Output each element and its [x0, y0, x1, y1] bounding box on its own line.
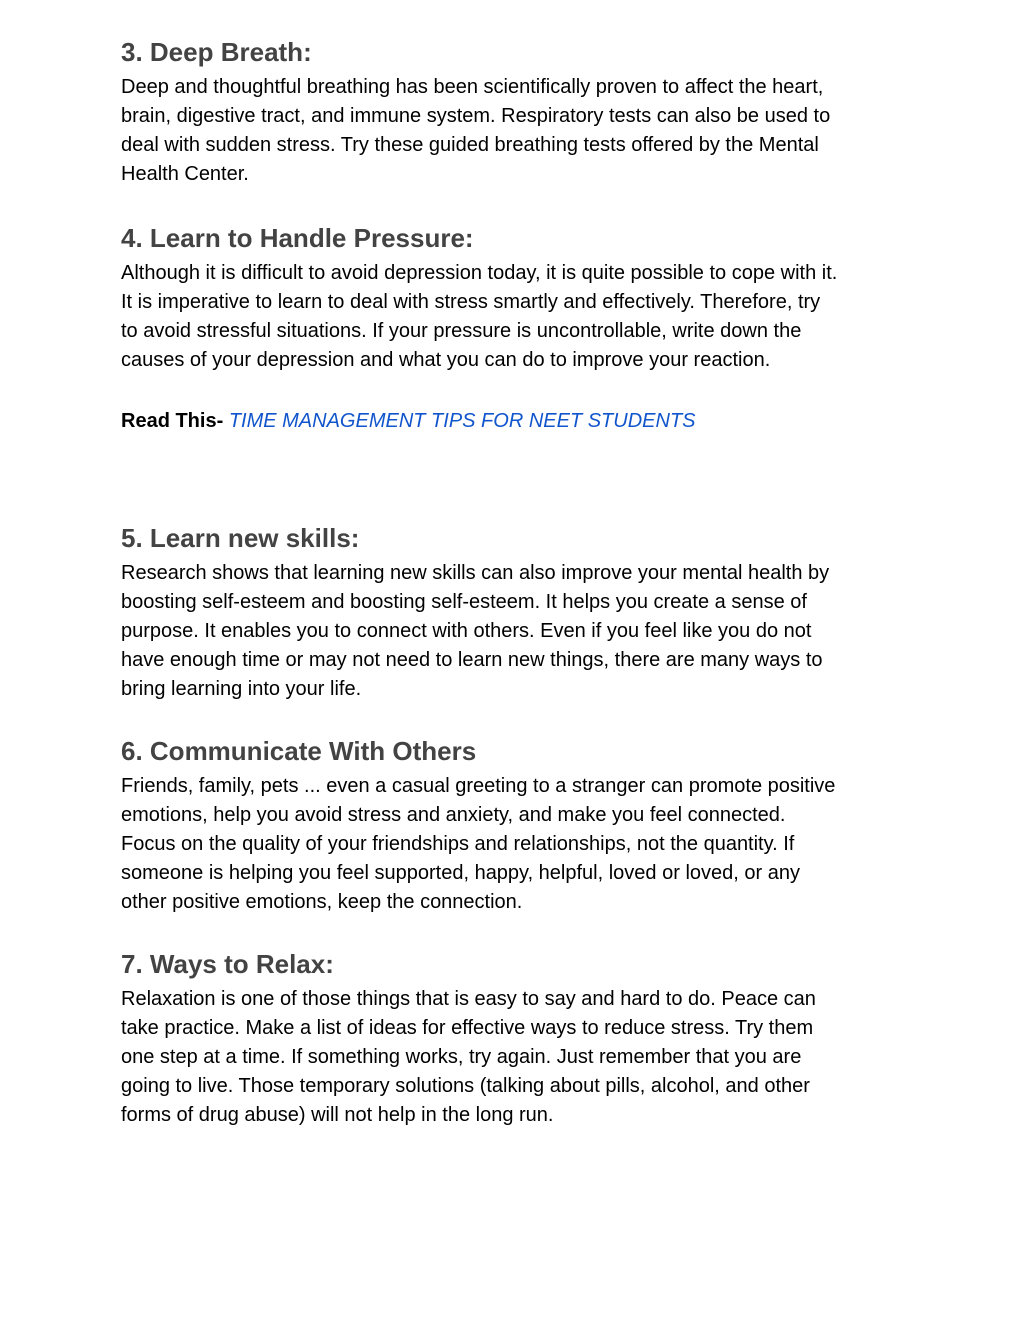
neet-time-management-link[interactable]: TIME MANAGEMENT TIPS FOR NEET STUDENTS: [228, 410, 696, 432]
section-body: Research shows that learning new skills can also improve your mental health by boosting self-esteem and boosting self-esteem. It helps you create a sense of purpose. It enables you to connect with others. Even if you feel like you do not have enough time or may not need to learn new things, there are many ways to bring learning into your life.: [121, 562, 830, 700]
section-communicate: [121, 736, 911, 917]
section-heading: 3. Deep Breath:: [121, 37, 312, 67]
section-body: Deep and thoughtful breathing has been scientifically proven to affect the heart, brain, digestive tract, and immune system. Respiratory tests can also be used to deal with sudden stress. Try these guided breathing tests offered by the Mental Health Center.: [121, 76, 831, 185]
section-heading: 6. Communicate With Others: [121, 736, 477, 766]
section-heading: 5. Learn new skills:: [121, 523, 360, 553]
section-heading: 7. Ways to Relax:: [121, 949, 334, 979]
section-body: Although it is difficult to avoid depression today, it is quite possible to cope with it. It is imperative to learn to deal with stress smartly and effectively. Therefore, try to avoid stressful situations. If your pressure is uncontrollable, write down the causes of your depression and what you can do to improve your reaction.: [121, 262, 838, 371]
read-this-label: Read This-: [121, 410, 224, 432]
section-relax: [121, 949, 911, 1130]
section-handle-pressure: [121, 223, 911, 375]
section-heading: 4. Learn to Handle Pressure:: [121, 223, 474, 253]
section-new-skills: [121, 523, 911, 704]
section-body: Relaxation is one of those things that is easy to say and hard to do. Peace can take practice. Make a list of ideas for effective ways to reduce stress. Try them one step at a time. If something works, try again. Just remember that you are going to live. Those temporary solutions (talking about pills, alcohol, and other forms of drug abuse) will not help in the long run.: [121, 988, 816, 1126]
section-body: Friends, family, pets ... even a casual greeting to a stranger can promote positive emotions, help you avoid stress and anxiety, and make you feel connected. Focus on the quality of your friendships and relationships, not the quantity. If someone is helping you feel supported, happy, helpful, loved or loved, or any other positive emotions, keep the connection.: [121, 775, 836, 913]
read-this-callout: [121, 408, 696, 434]
section-deep-breath: [121, 37, 911, 189]
